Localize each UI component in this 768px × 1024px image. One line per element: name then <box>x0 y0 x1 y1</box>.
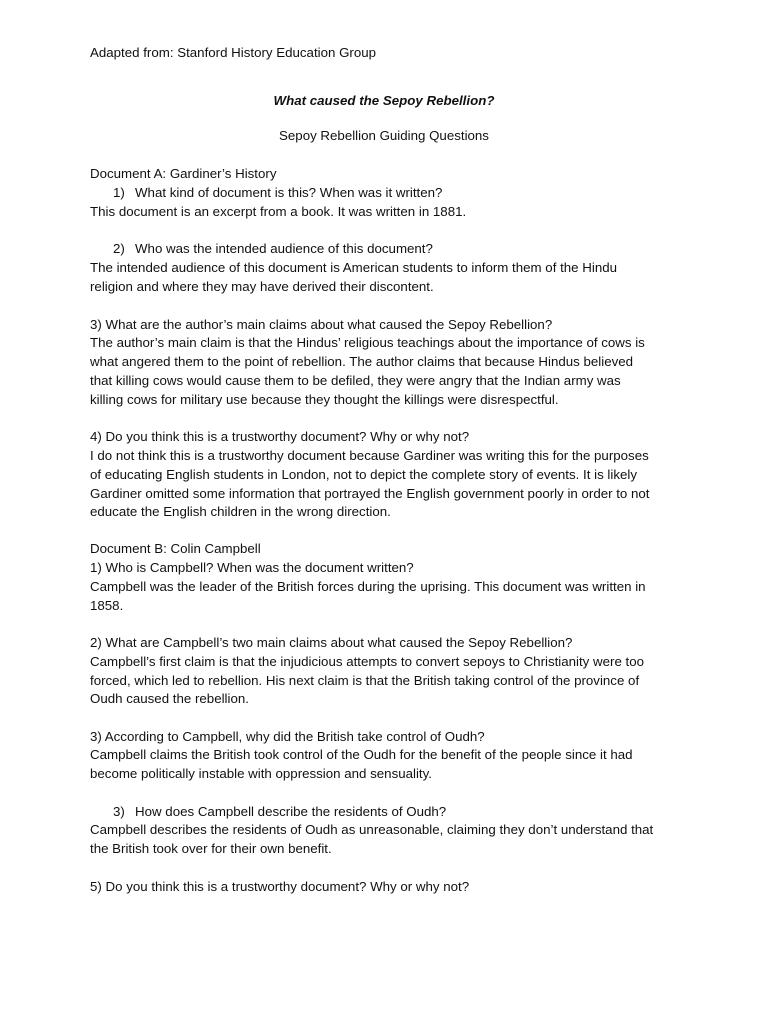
doc-a-answer-3-line: what angered them to the point of rebellion. The author claims that because Hindus believed <box>90 354 634 369</box>
doc-b-answer-1-line: 1858. <box>90 598 124 613</box>
doc-b-question-5: 5) Do you think this is a trustworthy document? Why or why not? <box>90 879 470 894</box>
doc-a-answer-3-line: killing cows for military use because they thought the killings were disrespectful. <box>90 392 559 407</box>
question-number: 3) <box>113 804 125 819</box>
doc-a-answer-3-line: that killing cows would cause them to be defiled, they were angry that the Indian army was <box>90 373 621 388</box>
doc-b-answer-3-line: Campbell claims the British took control of the Oudh for the benefit of the people since it had <box>90 747 633 762</box>
doc-a-answer-3-line: The author’s main claim is that the Hindus’ religious teachings about the importance of cows is <box>90 335 645 350</box>
page-title: What caused the Sepoy Rebellion? <box>273 93 495 108</box>
doc-b-question-2: 2) What are Campbell’s two main claims about what caused the Sepoy Rebellion? <box>90 635 573 650</box>
doc-a-question-2 <box>113 240 433 259</box>
doc-a-heading: Document A: Gardiner’s History <box>90 166 277 181</box>
question-text: What kind of document is this? When was it written? <box>135 185 443 200</box>
question-text: How does Campbell describe the residents of Oudh? <box>135 804 447 819</box>
doc-a-answer-4-line: I do not think this is a trustworthy document because Gardiner was writing this for the purposes <box>90 448 649 463</box>
page-subtitle: Sepoy Rebellion Guiding Questions <box>279 128 489 143</box>
doc-b-answer-2-line: forced, which led to rebellion. His next claim is that the British taking control of the province of <box>90 673 640 688</box>
doc-a-answer-2-line: The intended audience of this document is American students to inform them of the Hindu <box>90 260 618 275</box>
doc-b-answer-1-line: Campbell was the leader of the British forces during the uprising. This document was written in <box>90 579 646 594</box>
doc-b-answer-2-line: Campbell’s first claim is that the injudicious attempts to convert sepoys to Christianity were too <box>90 654 645 669</box>
question-number: 1) <box>113 185 125 200</box>
doc-a-answer-1-line: This document is an excerpt from a book. It was written in 1881. <box>90 204 467 219</box>
doc-b-answer-4-line: the British took over for their own benefit. <box>90 841 332 856</box>
doc-a-question-3: 3) What are the author’s main claims about what caused the Sepoy Rebellion? <box>90 317 553 332</box>
doc-b-question-1: 1) Who is Campbell? When was the document written? <box>90 560 414 575</box>
doc-b-heading: Document B: Colin Campbell <box>90 541 261 556</box>
doc-b-question-3: 3) According to Campbell, why did the British take control of Oudh? <box>90 729 485 744</box>
doc-a-answer-4-line: educate the English children in the wrong direction. <box>90 504 391 519</box>
doc-a-question-4: 4) Do you think this is a trustworthy document? Why or why not? <box>90 429 470 444</box>
doc-b-answer-4-line: Campbell describes the residents of Oudh as unreasonable, claiming they don’t understand that <box>90 822 654 837</box>
doc-b-question-4 <box>113 803 446 822</box>
doc-b-answer-2-line: Oudh caused the rebellion. <box>90 691 249 706</box>
doc-a-question-1 <box>113 184 442 203</box>
question-text: Who was the intended audience of this document? <box>135 241 433 256</box>
doc-a-answer-4-line: Gardiner omitted some information that portrayed the English government poorly in order to not <box>90 486 650 501</box>
doc-a-answer-4-line: of educating English students in London, not to depict the complete story of events. It is likely <box>90 467 637 482</box>
source-line: Adapted from: Stanford History Education Group <box>90 45 377 60</box>
doc-a-answer-2-line: religion and where they may have derived their discontent. <box>90 279 434 294</box>
question-number: 2) <box>113 241 125 256</box>
doc-b-answer-3-line: become politically instable with oppression and sensuality. <box>90 766 432 781</box>
